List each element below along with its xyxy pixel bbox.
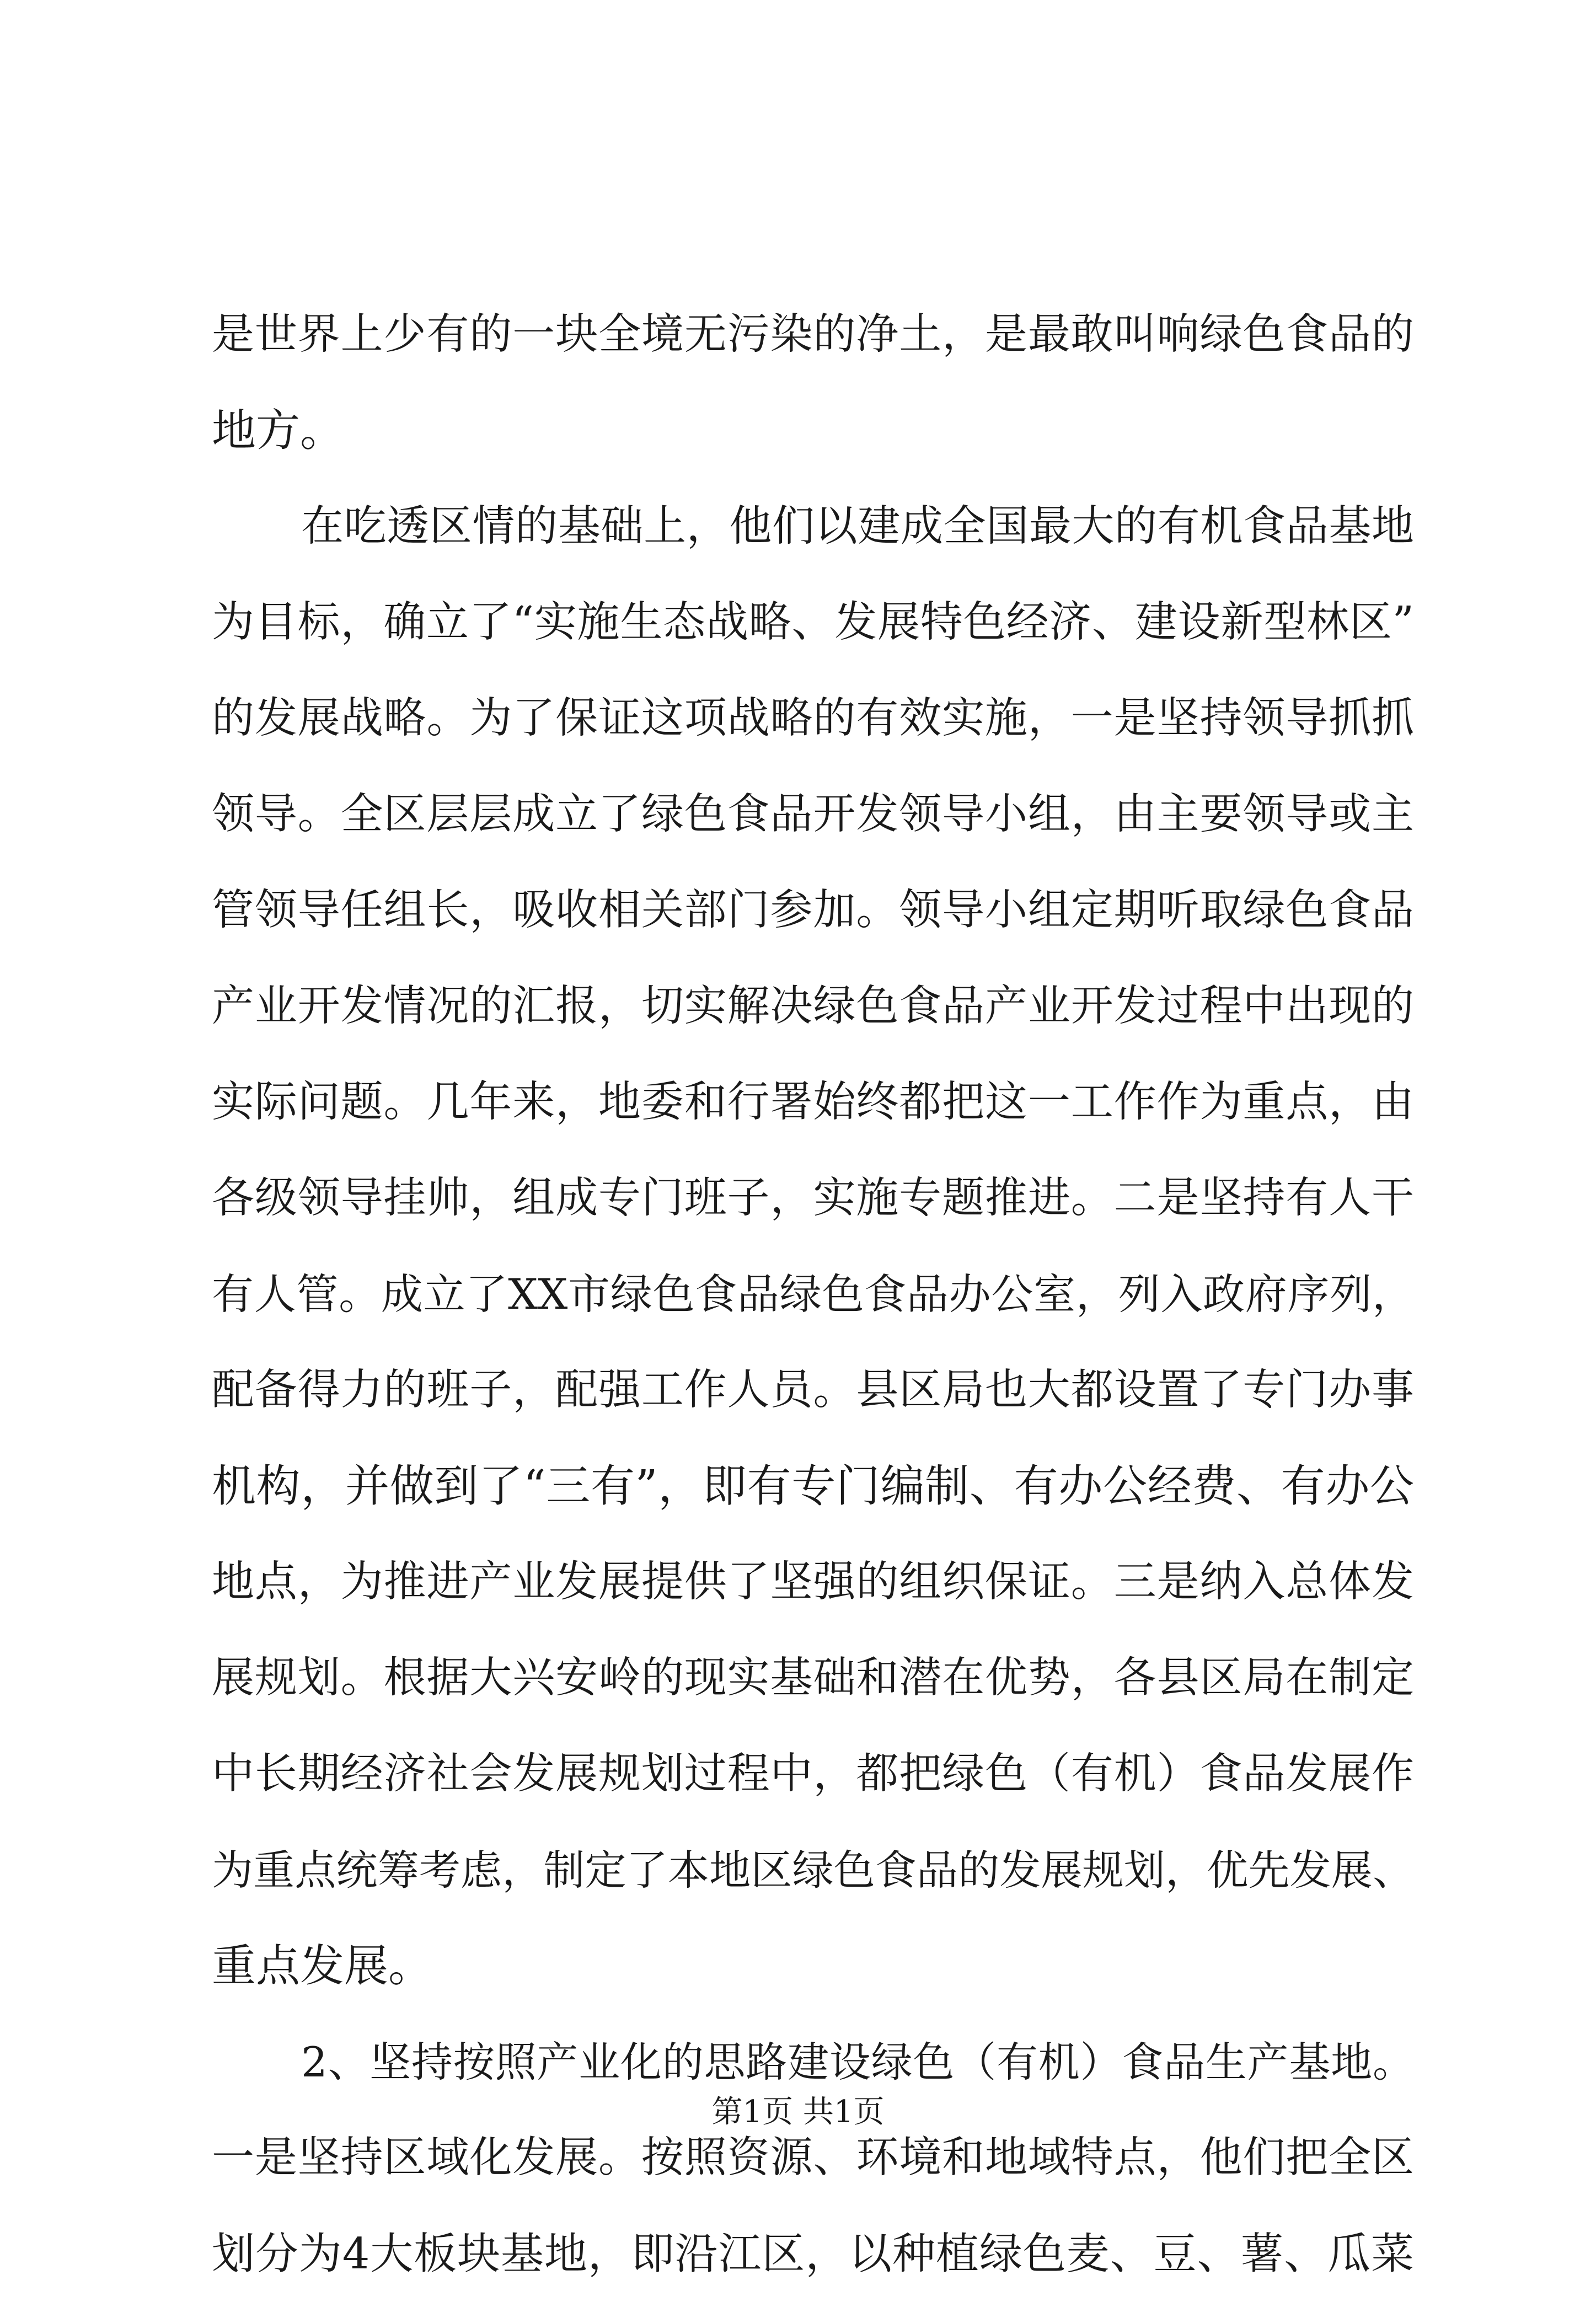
paragraph-first-line: 在吃透区情的基础上，他们以建成全国最大的有机食品基地 [301, 502, 1414, 551]
text-line: 领导。全区层层成立了绿色食品开发领导小组，由主要领导或主 [212, 790, 1414, 839]
text-line: 为重点统筹考虑，制定了本地区绿色食品的发展规划，优先发展、 [212, 1846, 1414, 1894]
text-line: 实际问题。几年来，地委和行署始终都把这一工作作为重点，由 [212, 1078, 1414, 1127]
text-line: 产业开发情况的汇报，切实解决绿色食品产业开发过程中出现的 [212, 982, 1414, 1031]
text-line: 管领导任组长，吸收相关部门参加。领导小组定期听取绿色食品 [212, 886, 1414, 935]
page-footer [0, 2093, 1596, 2132]
text-line: 地点，为推进产业发展提供了坚强的组织保证。三是纳入总体发 [212, 1557, 1414, 1607]
page-number: 第1页 共1页 [711, 2094, 885, 2130]
text-line: 中长期经济社会发展规划过程中，都把绿色（有机）食品发展作 [212, 1749, 1414, 1798]
text-line: 地方。 [212, 405, 344, 456]
text-line: 为目标，确立了“实施生态战略、发展特色经济、建设新型林区” [212, 598, 1414, 647]
text-line: 配备得力的班子，配强工作人员。县区局也大都设置了专门办事 [212, 1366, 1414, 1415]
text-line: 是世界上少有的一块全境无污染的净土，是最敢叫响绿色食品的 [212, 310, 1414, 359]
text-line: 划分为4大板块基地，即沿江区，以种植绿色麦、豆、薯、瓜菜 [212, 2229, 1414, 2279]
text-line: 一是坚持区域化发展。按照资源、环境和地域特点，他们把全区 [212, 2133, 1414, 2182]
text-line: 重点发展。 [212, 1940, 432, 1992]
text-line: 的发展战略。为了保证这项战略的有效实施，一是坚持领导抓抓 [212, 694, 1414, 743]
text-line: 机构，并做到了“三有”，即有专门编制、有办公经费、有办公 [212, 1460, 1414, 1512]
body-text [212, 287, 1414, 2302]
text-line: 各级领导挂帅，组成专门班子，实施专题推进。二是坚持有人干 [212, 1174, 1414, 1223]
text-line: 展规划。根据大兴安岭的现实基础和潜在优势，各县区局在制定 [212, 1653, 1414, 1703]
text-line: 有人管。成立了XX市绿色食品绿色食品办公室，列入政府序列， [212, 1270, 1414, 1319]
paragraph-first-line: 2、坚持按照产业化的思路建设绿色（有机）食品生产基地。 [301, 2038, 1414, 2086]
